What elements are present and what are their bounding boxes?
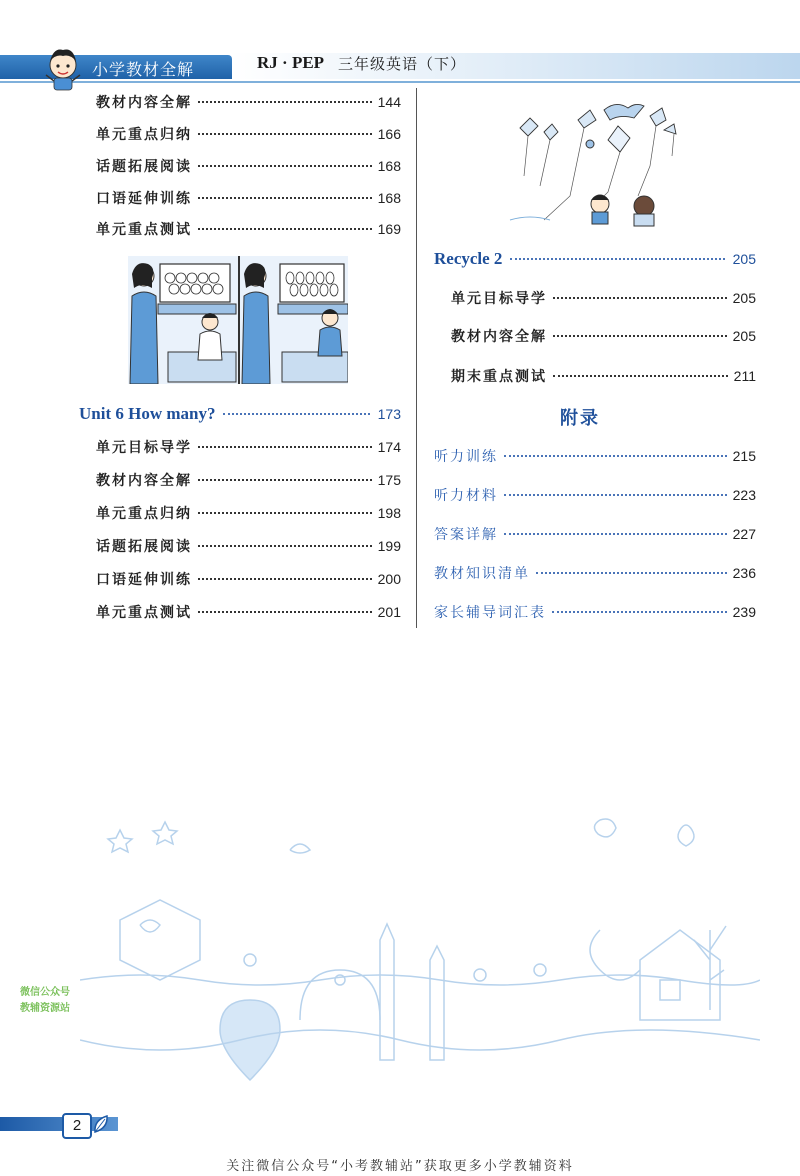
- toc-leader: [198, 512, 372, 514]
- watermark-line: 微信公众号: [20, 987, 70, 998]
- toc-leader: [504, 533, 727, 535]
- toc-leader: [552, 611, 727, 613]
- toc-page-number: 239: [732, 604, 756, 620]
- appendix-title: 附录: [560, 408, 600, 429]
- toc-leader: [223, 413, 369, 415]
- edition-code: RJ · PEP: [257, 53, 325, 72]
- header-rule: [0, 81, 800, 83]
- toc-item[interactable]: [96, 536, 401, 558]
- toc-item[interactable]: [451, 326, 756, 348]
- footer-note: 关注微信公众号“小考教辅站”获取更多小学教辅资料: [226, 1159, 574, 1174]
- toc-item[interactable]: [96, 219, 401, 241]
- toc-item-label: 教材内容全解: [451, 329, 547, 345]
- toc-item-label: 口语延伸训练: [96, 191, 192, 207]
- toc-item-label: 单元目标导学: [451, 291, 547, 307]
- toc-page-number: 200: [377, 571, 401, 587]
- toc-leader: [536, 572, 727, 574]
- toc-page-number: 215: [732, 448, 756, 464]
- mascot-boy-icon: [40, 45, 86, 91]
- toc-page-number: 169: [377, 221, 401, 237]
- toc-item[interactable]: [96, 569, 401, 591]
- toc-leader: [553, 335, 727, 337]
- toc-item-label: 话题拓展阅读: [96, 159, 192, 175]
- toc-item-label: 家长辅导词汇表: [434, 605, 546, 621]
- page-header: [0, 45, 800, 85]
- leaf-icon: [92, 1114, 110, 1134]
- unit-title: Recycle 2: [434, 249, 503, 268]
- toc-item-label: 期末重点测试: [451, 369, 547, 385]
- toc-item[interactable]: [96, 124, 401, 146]
- toc-leader: [553, 375, 728, 377]
- toc-item-label: 单元重点归纳: [96, 506, 192, 522]
- toc-page-number: 201: [377, 604, 401, 620]
- toc-item[interactable]: [96, 156, 401, 178]
- appendix-item[interactable]: [434, 524, 756, 546]
- watermark: [20, 985, 70, 1017]
- toc-item[interactable]: [451, 288, 756, 310]
- toc-item-label: 单元重点测试: [96, 605, 192, 621]
- unit-title: Unit 6 How many?: [79, 404, 216, 423]
- toc-leader: [510, 258, 724, 260]
- toc-page-number: 175: [377, 472, 401, 488]
- toc-item-label: 答案详解: [434, 527, 498, 543]
- toc-page-number: 227: [732, 526, 756, 542]
- toc-page-number: 174: [377, 439, 401, 455]
- watermark-line: 教辅资源站: [20, 1003, 70, 1014]
- kites-illustration: [500, 96, 690, 228]
- toc-leader: [198, 165, 372, 167]
- toc-item[interactable]: [451, 366, 756, 388]
- toc-page-number: 205: [732, 290, 756, 306]
- market-illustration: [128, 256, 348, 384]
- appendix-item[interactable]: [434, 602, 756, 624]
- toc-item-label: 单元重点测试: [96, 222, 192, 238]
- toc-item[interactable]: [96, 503, 401, 525]
- toc-page-number: 199: [377, 538, 401, 554]
- toc-item[interactable]: [96, 188, 401, 210]
- brand-title: 小学教材全解: [92, 60, 195, 79]
- appendix-item[interactable]: [434, 446, 756, 468]
- toc-leader: [198, 611, 372, 613]
- toc-item-label: 教材内容全解: [96, 473, 192, 489]
- toc-page-number: 168: [377, 190, 401, 206]
- unit-6-heading[interactable]: [79, 404, 401, 426]
- toc-page-number: 205: [732, 251, 756, 267]
- toc-item[interactable]: [96, 437, 401, 459]
- toc-item[interactable]: [96, 602, 401, 624]
- toc-item-label: 单元重点归纳: [96, 127, 192, 143]
- toc-leader: [198, 133, 372, 135]
- toc-item-label: 单元目标导学: [96, 440, 192, 456]
- toc-page-number: 223: [732, 487, 756, 503]
- toc-page-number: 173: [377, 406, 401, 422]
- toc-page-number: 166: [377, 126, 401, 142]
- toc-leader: [553, 297, 727, 299]
- toc-item[interactable]: [96, 470, 401, 492]
- toc-item-label: 口语延伸训练: [96, 572, 192, 588]
- toc-item[interactable]: [96, 92, 401, 114]
- toc-page-number: 168: [377, 158, 401, 174]
- appendix-item[interactable]: [434, 485, 756, 507]
- toc-leader: [198, 101, 372, 103]
- recycle-2-heading[interactable]: [434, 249, 756, 271]
- toc-leader: [198, 197, 372, 199]
- toc-page-number: 236: [732, 565, 756, 581]
- toc-leader: [504, 494, 727, 496]
- toc-page-number: 144: [377, 94, 401, 110]
- toc-item-label: 话题拓展阅读: [96, 539, 192, 555]
- toc-page-number: 198: [377, 505, 401, 521]
- toc-leader: [198, 578, 372, 580]
- toc-leader: [198, 446, 372, 448]
- toc-page-number: 211: [733, 368, 756, 384]
- grade-title: 三年级英语（下）: [338, 55, 467, 73]
- page-number: 2: [62, 1113, 92, 1139]
- toc-item-label: 听力训练: [434, 449, 498, 465]
- toc-leader: [504, 455, 727, 457]
- toc-leader: [198, 228, 372, 230]
- column-divider: [416, 88, 417, 628]
- decorative-doodle-illustration: [80, 810, 760, 1090]
- toc-item-label: 听力材料: [434, 488, 498, 504]
- toc-leader: [198, 479, 372, 481]
- toc-leader: [198, 545, 372, 547]
- toc-item-label: 教材内容全解: [96, 95, 192, 111]
- toc-item-label: 教材知识清单: [434, 566, 530, 582]
- appendix-item[interactable]: [434, 563, 756, 585]
- toc-page-number: 205: [732, 328, 756, 344]
